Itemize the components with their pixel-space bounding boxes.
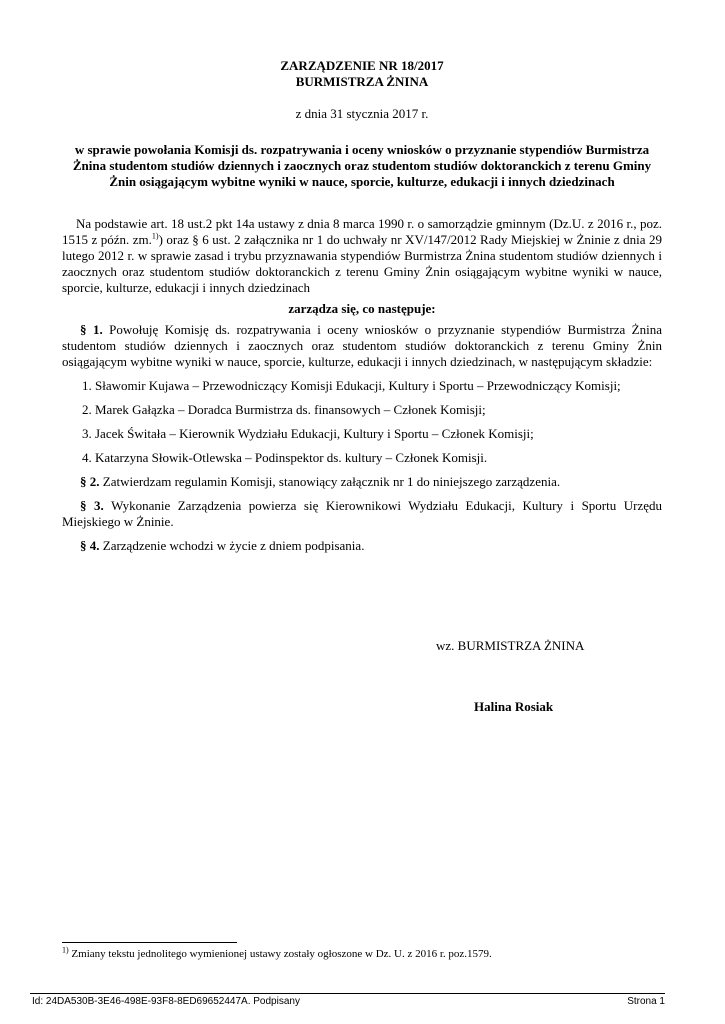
document-title xyxy=(62,58,662,90)
title-line-1: ZARZĄDZENIE NR 18/2017 xyxy=(280,58,444,73)
member-item-4: 4. Katarzyna Słowik-Otlewska – Podinspektor ds. kultury – Członek Komisji. xyxy=(82,450,488,465)
paragraph-3 xyxy=(62,498,662,530)
page-number: Strona 1 xyxy=(627,996,665,1007)
document-body xyxy=(62,58,662,554)
document-id: Id: 24DA530B-3E46-498E-93F8-8ED69652447A. Podpisany xyxy=(32,996,300,1007)
legal-basis-text-1: Na podstawie art. 18 ust.2 pkt 14a ustawy z dnia 8 marca 1990 r. o samorządzie gminnym (Dz.U. z 2016 r., poz. 1515 z późn. zm. xyxy=(62,216,662,247)
document-date: z dnia 31 stycznia 2017 r. xyxy=(295,106,429,121)
decree-phrase: zarządza się, co następuje: xyxy=(288,301,436,316)
paragraph-1 xyxy=(62,322,662,370)
footnote-text: Zmiany tekstu jednolitego wymienionej ustawy zostały ogłoszone w Dz. U. z 2016 r. poz.1579. xyxy=(68,948,492,960)
paragraph-2-text: Zatwierdzam regulamin Komisji, stanowiący załącznik nr 1 do niniejszego zarządzenia. xyxy=(102,474,561,489)
footnote-divider xyxy=(62,942,237,943)
member-item-3: 3. Jacek Świtała – Kierownik Wydziału Edukacji, Kultury i Sportu – Członek Komisji; xyxy=(82,426,534,441)
paragraph-1-text: Powołuję Komisję ds. rozpatrywania i oceny wniosków o przyznanie stypendiów Burmistrza Żnina studentom studiów dziennych i zaocznych oraz studentom studiów doktoranckich z terenu Gminy Żnin osiągającym wybitne wyniki w nauce, sporcie, kulturze, edukacji i innych dziedzinach, w następującym składzie: xyxy=(62,322,663,369)
paragraph-3-text: Wykonanie Zarządzenia powierza się Kierownikowi Wydziału Edukacji, Kultury i Sportu Urzędu Miejskiego w Żninie. xyxy=(62,498,663,529)
paragraph-2 xyxy=(62,474,662,490)
footnote-marker: 1) xyxy=(62,945,69,955)
paragraph-3-label: § 3. xyxy=(80,498,104,513)
signature-title: wz. BURMISTRZA ŻNINA xyxy=(436,638,585,653)
footer-divider xyxy=(30,993,665,994)
signature-name: Halina Rosiak xyxy=(474,699,554,714)
paragraph-1-label: § 1. xyxy=(80,322,103,337)
paragraph-4-text: Zarządzenie wchodzi w życie z dniem podpisania. xyxy=(102,538,365,553)
member-item-1: 1. Sławomir Kujawa – Przewodniczący Komisji Edukacji, Kultury i Sportu – Przewodniczący Komisji; xyxy=(82,378,621,393)
legal-basis xyxy=(62,216,662,296)
document-subject: w sprawie powołania Komisji ds. rozpatrywania i oceny wniosków o przyznanie stypendiów Burmistrza Żnina studentom studiów dziennych i zaocznych oraz studentom studiów doktoranckich z terenu Gminy Żnin osiągającym wybitne wyniki w nauce, sporcie, kulturze, edukacji i innych dziedzinach xyxy=(72,142,652,189)
legal-basis-text-2: ) oraz § 6 ust. 2 załącznika nr 1 do uchwały nr XV/147/2012 Rady Miejskiej w Żninie z dnia 29 lutego 2012 r. w sprawie zasad i trybu przyznawania stypendiów Burmistrza Żnina studentom studiów dziennych i zaocznych oraz studentom studiów doktoranckich z terenu Gminy Żnin osiągającym wybitne wyniki w nauce, sporcie, kulturze, edukacji i innych dziedzinach xyxy=(62,232,663,295)
footnote xyxy=(62,945,492,960)
paragraph-2-label: § 2. xyxy=(80,474,100,489)
footnote-reference: 1) xyxy=(151,231,159,241)
title-line-2: BURMISTRZA ŻNINA xyxy=(295,74,429,89)
paragraph-4-label: § 4. xyxy=(80,538,100,553)
member-item-2: 2. Marek Gałązka – Doradca Burmistrza ds. finansowych – Członek Komisji; xyxy=(82,402,486,417)
paragraph-4 xyxy=(62,538,662,554)
